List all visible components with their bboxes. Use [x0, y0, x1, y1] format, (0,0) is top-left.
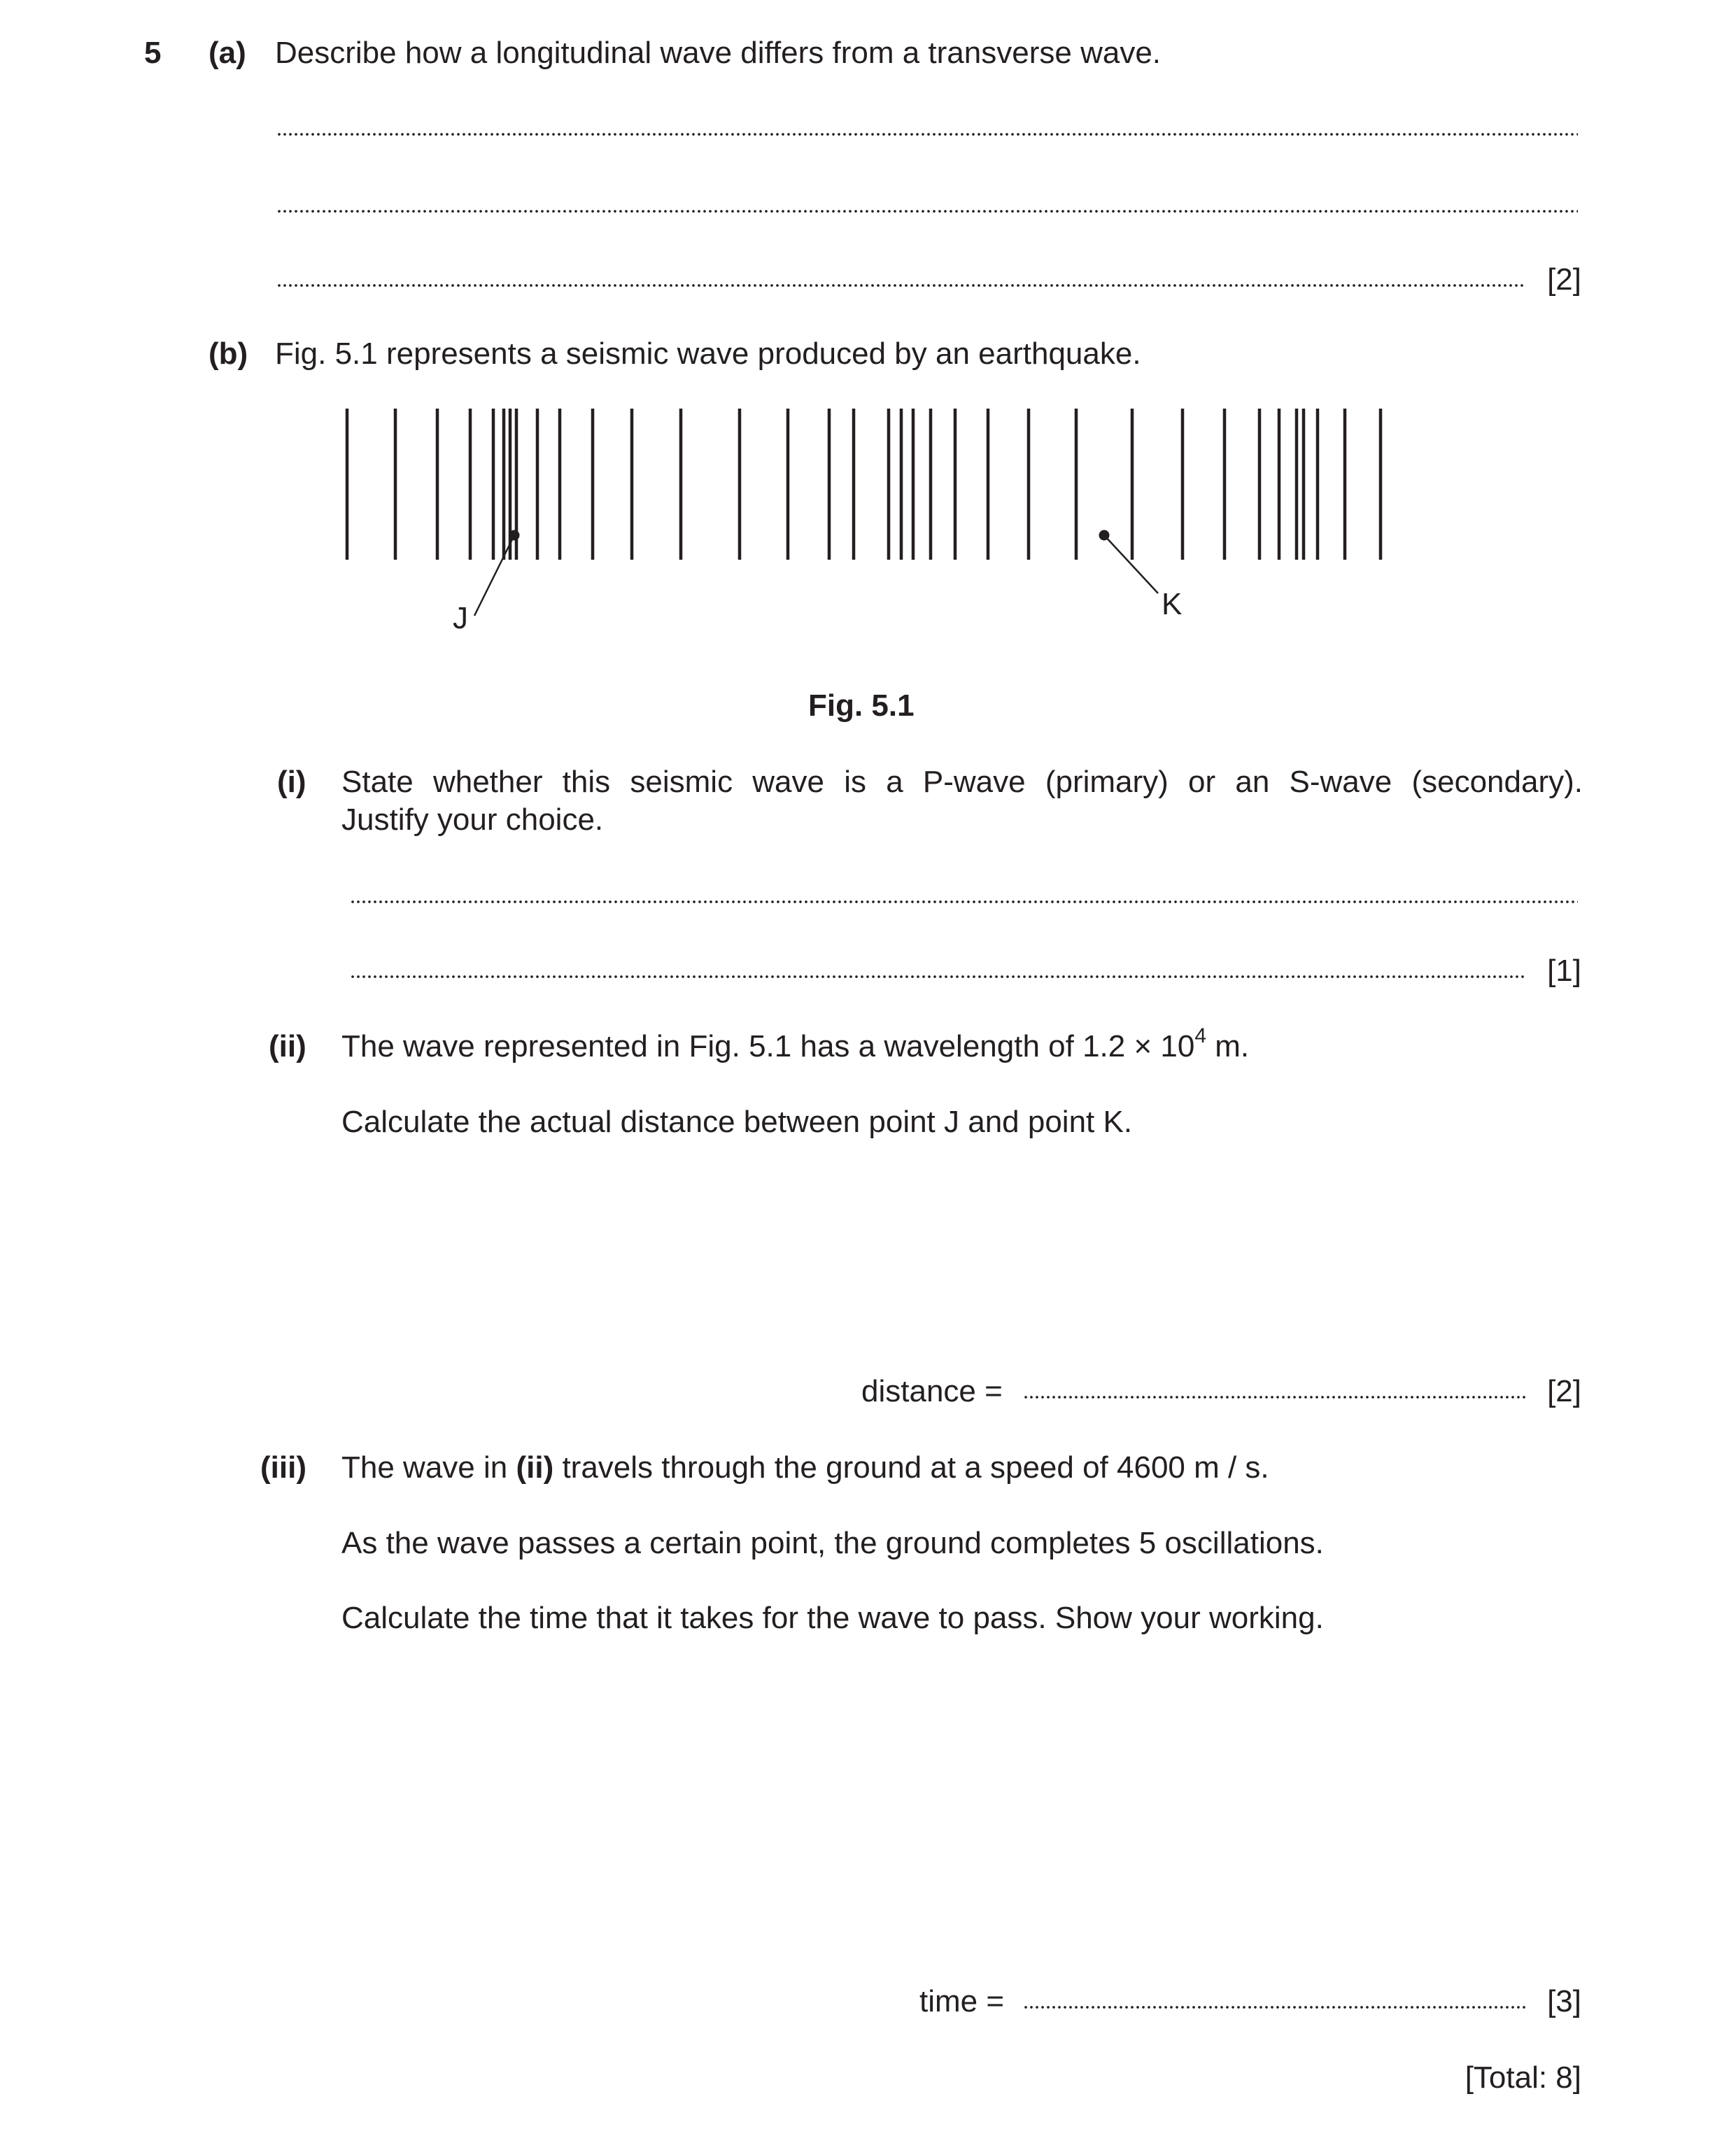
sub-iii-line2: As the wave passes a certain point, the ground completes 5 oscillations. — [341, 1526, 1324, 1560]
sub-ii-statement: The wave represented in Fig. 5.1 has a wavelength of $1.2 \times 10^4$ m. — [341, 1024, 1250, 1063]
sub-ii-marks: [2] — [1547, 1374, 1581, 1408]
sub-i-question-line2: Justify your choice. — [341, 802, 604, 837]
wave-compression-lines — [347, 409, 1381, 560]
wavelength-exponent: 4 — [1194, 1024, 1207, 1048]
part-a-question: Describe how a longitudinal wave differs from a transverse wave. — [275, 36, 1162, 70]
point-k-label: K — [1162, 587, 1183, 621]
time-label: time = — [919, 1984, 1005, 2018]
total-marks: [Total: 8] — [1465, 2060, 1581, 2095]
sub-iii-instruction: Calculate the time that it takes for the wave to pass. Show your working. — [341, 1601, 1324, 1635]
sub-iii-marks: [3] — [1547, 1984, 1581, 2018]
sub-iii-statement: The wave in (ii) travels through the ground at a speed of 4600 m / s. — [341, 1450, 1269, 1485]
sub-i-question-line1: State whether this seismic wave is a P-wave (primary) or an S-wave (secondary). — [341, 765, 1583, 799]
figure-caption: Fig. 5.1 — [808, 688, 915, 723]
sub-i-marks: [1] — [1547, 954, 1581, 988]
sub-ii-instruction: Calculate the actual distance between point J and point K. — [341, 1105, 1133, 1139]
point-k-dot — [1099, 530, 1110, 541]
sub-iii-label: (iii) — [260, 1450, 306, 1485]
distance-label: distance = — [861, 1374, 1003, 1408]
sub-ii-label: (ii) — [269, 1029, 306, 1063]
part-b-intro: Fig. 5.1 represents a seismic wave produced by an earthquake. — [275, 337, 1141, 371]
sub-i-label: (i) — [277, 765, 306, 799]
point-j-dot — [509, 530, 520, 541]
answer-line-i1[interactable] — [350, 900, 1578, 904]
distance-answer-line[interactable] — [1023, 1395, 1525, 1399]
point-j-label: J — [453, 601, 468, 635]
time-answer-line[interactable] — [1023, 2005, 1525, 2009]
part-b-label: (b) — [209, 337, 248, 371]
question-number: 5 — [144, 36, 162, 70]
part-a-marks: [2] — [1547, 262, 1581, 297]
part-a-label: (a) — [209, 36, 246, 70]
answer-line-i2[interactable] — [350, 975, 1525, 979]
